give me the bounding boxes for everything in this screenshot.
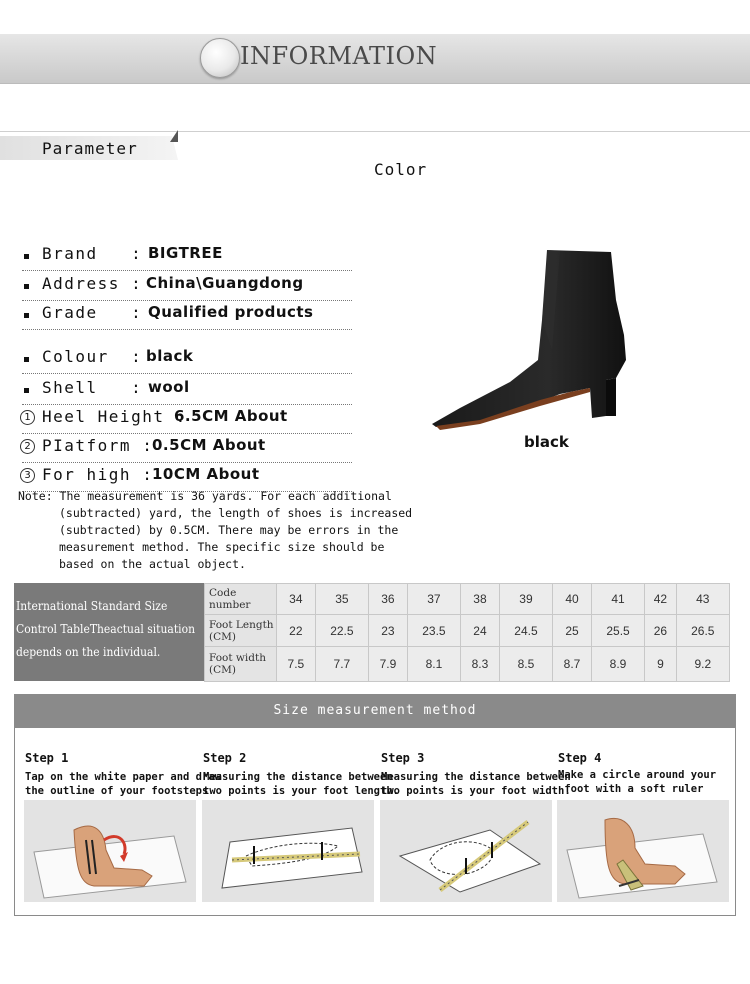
size-chart-intro [14, 583, 204, 681]
size-cell: 42 [645, 584, 676, 615]
size-cell: 8.7 [553, 647, 592, 682]
parameter-value: black [146, 347, 194, 365]
size-row-label: Foot width (CM) [205, 647, 277, 682]
size-row [205, 647, 730, 682]
section-divider [0, 131, 750, 132]
size-cell: 26.5 [676, 615, 729, 647]
parameter-key: Heel Height : [42, 407, 187, 426]
ankle-boot-image [420, 240, 660, 440]
parameter-value: wool [148, 378, 190, 396]
size-cell: 37 [407, 584, 460, 615]
size-table-grid [204, 583, 730, 682]
size-cell: 35 [315, 584, 368, 615]
parameter-key: Grade : [42, 303, 143, 322]
tab-fold-icon [170, 130, 178, 142]
parameter-key: Address : [42, 274, 143, 293]
size-chart [14, 583, 730, 681]
size-cell: 7.7 [315, 647, 368, 682]
note-line: (subtracted) by 0.5CM. There may be errors in the [59, 523, 399, 537]
size-cell: 39 [499, 584, 552, 615]
parameter-key: Colour : [42, 347, 143, 366]
bullet-icon [24, 313, 29, 318]
size-cell: 36 [369, 584, 408, 615]
size-cell: 34 [277, 584, 316, 615]
parameter-row [22, 273, 352, 301]
size-cell: 7.9 [369, 647, 408, 682]
size-cell: 38 [461, 584, 500, 615]
parameter-key: Shell : [42, 378, 143, 397]
parameter-row [22, 302, 352, 330]
bullet-icon [24, 284, 29, 289]
parameter-value: China\Guangdong [146, 274, 304, 292]
parameter-key: For high : [42, 465, 154, 484]
parameter-value: Qualified products [148, 303, 314, 321]
parameter-value: BIGTREE [148, 244, 223, 262]
step-1-illustration [24, 800, 196, 902]
size-row-label: Code number [205, 584, 277, 615]
size-row [205, 615, 730, 647]
step-2-title: Step 2 [203, 751, 247, 765]
parameter-key: Brand : [42, 244, 143, 263]
size-row [205, 584, 730, 615]
row-underline [22, 329, 352, 330]
size-cell: 9.2 [676, 647, 729, 682]
step-2-illustration [202, 800, 374, 902]
size-cell: 25.5 [591, 615, 644, 647]
header-circle-icon [200, 38, 240, 78]
parameter-key: PIatform : [42, 436, 154, 455]
size-cell: 8.5 [499, 647, 552, 682]
size-intro-line: depends on the individual. [16, 644, 161, 659]
size-cell: 22 [277, 615, 316, 647]
bullet-icon [24, 388, 29, 393]
size-cell: 9 [645, 647, 676, 682]
size-row-label: Foot Length (CM) [205, 615, 277, 647]
size-cell: 40 [553, 584, 592, 615]
information-title: INFORMATION [240, 42, 438, 70]
step-1-title: Step 1 [25, 751, 69, 765]
parameter-value: 10CM About [152, 465, 260, 483]
size-cell: 8.3 [461, 647, 500, 682]
color-label: Color [374, 160, 428, 179]
note-line: measurement method. The specific size should be [59, 540, 385, 554]
size-intro-line: International Standard Size [16, 598, 168, 613]
parameter-row [22, 243, 352, 271]
size-cell: 26 [645, 615, 676, 647]
parameter-row [22, 377, 352, 405]
step-4-title: Step 4 [558, 751, 602, 765]
size-intro-line: Control TableTheactual situation [16, 621, 195, 636]
size-cell: 7.5 [277, 647, 316, 682]
step-3-illustration [380, 800, 552, 902]
boot-color-caption: black [524, 433, 569, 451]
circled-number-icon: 1 [20, 410, 35, 425]
row-underline [22, 462, 352, 463]
row-underline [22, 373, 352, 374]
note-line: Note: The measurement is 36 yards. For each additional [18, 489, 392, 503]
measurement-note [18, 488, 418, 573]
step-4-illustration [557, 800, 729, 902]
step-3-text: Measuring the distance between two points is your foot width. [381, 771, 571, 797]
size-cell: 24 [461, 615, 500, 647]
parameter-label: Parameter [42, 139, 138, 158]
row-underline [22, 433, 352, 434]
size-cell: 8.1 [407, 647, 460, 682]
parameter-value: 0.5CM About [152, 436, 266, 454]
note-line: (subtracted) yard, the length of shoes is increased [59, 506, 413, 520]
measurement-method-title: Size measurement method [273, 703, 477, 718]
size-cell: 25 [553, 615, 592, 647]
circled-number-icon: 3 [20, 468, 35, 483]
size-cell: 8.9 [591, 647, 644, 682]
parameter-row [22, 406, 352, 434]
step-4-text: Make a circle around your foot with a soft ruler [558, 769, 717, 795]
size-cell: 41 [591, 584, 644, 615]
row-underline [22, 270, 352, 271]
size-cell: 22.5 [315, 615, 368, 647]
circled-number-icon: 2 [20, 439, 35, 454]
step-1-text: Tap on the white paper and the outline of your footsteps [25, 771, 209, 797]
parameter-value: 6.5CM About [174, 407, 288, 425]
parameter-row [22, 435, 352, 463]
parameter-row [22, 346, 352, 374]
step-2-text: Measuring the distance between two points is your foot [203, 771, 393, 797]
row-underline [22, 300, 352, 301]
step-3-title: Step 3 [381, 751, 425, 765]
size-cell: 24.5 [499, 615, 552, 647]
note-line: based on the actual object. [59, 557, 246, 571]
bullet-icon [24, 357, 29, 362]
bullet-icon [24, 254, 29, 259]
size-cell: 23 [369, 615, 408, 647]
row-underline [22, 404, 352, 405]
size-cell: 43 [676, 584, 729, 615]
size-cell: 23.5 [407, 615, 460, 647]
